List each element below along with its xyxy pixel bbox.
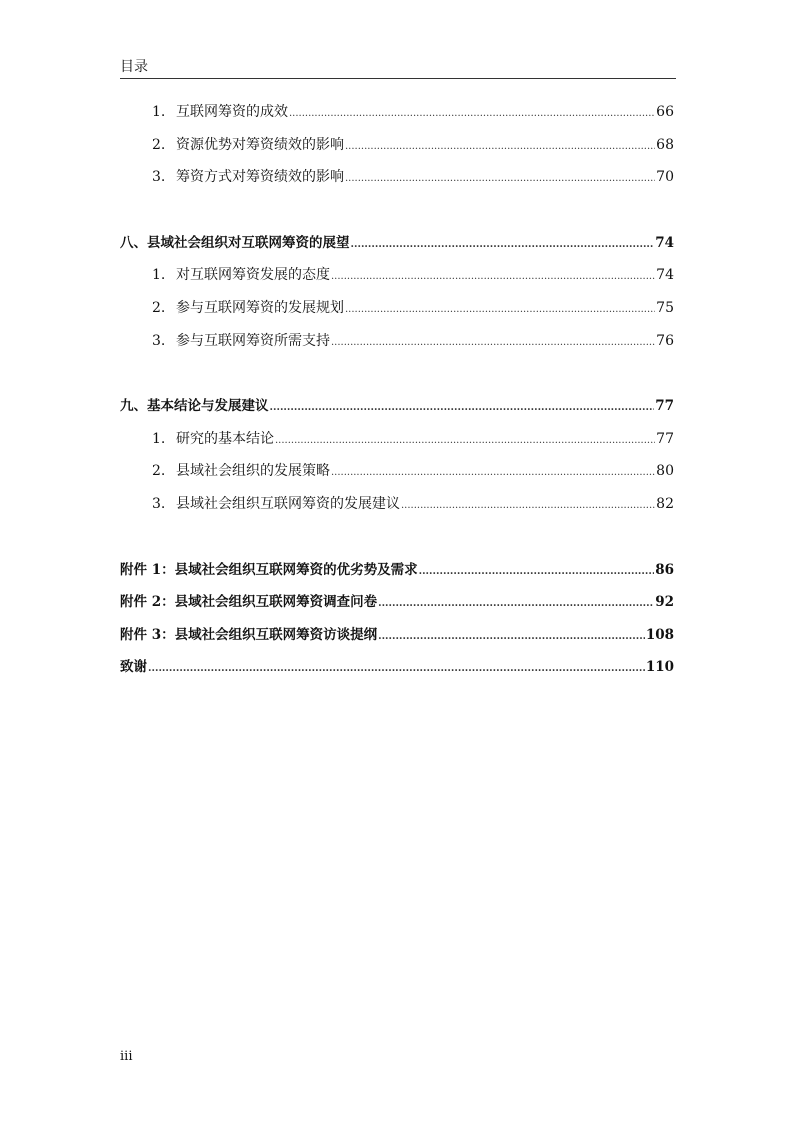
toc-section-8[interactable]	[120, 232, 674, 265]
dot-leader	[351, 234, 655, 256]
toc-entry-page: 75	[656, 299, 674, 316]
toc-entry-9-2[interactable]	[120, 460, 674, 493]
toc-appendix-page: 92	[655, 594, 674, 611]
toc-entry-label: 互联网筹资的成效	[176, 104, 288, 120]
toc-section-page: 77	[655, 398, 674, 415]
toc-entry-page: 82	[656, 495, 674, 512]
toc-section-9[interactable]	[120, 395, 674, 428]
toc-entry-8-2[interactable]	[120, 297, 674, 330]
dot-leader	[331, 462, 655, 484]
toc-appendix-page: 108	[645, 626, 674, 643]
dot-leader	[331, 332, 655, 354]
page-number: iii	[120, 1049, 133, 1064]
toc-appendix-2[interactable]	[120, 591, 674, 624]
toc-entry-label: 资源优势对筹资绩效的影响	[176, 136, 344, 153]
toc-entry-1[interactable]	[120, 101, 674, 134]
toc-entry-page: 68	[656, 136, 674, 153]
toc-entry-label: 参与互联网筹资所需支持	[176, 332, 330, 349]
toc-entry-number: 3.	[152, 169, 166, 186]
toc-ack-page: 110	[645, 659, 674, 676]
section-spacer	[120, 526, 674, 559]
dot-leader	[289, 103, 655, 125]
toc-ack-label: 致谢	[120, 659, 147, 676]
toc-entry-page: 77	[656, 430, 674, 447]
toc-entry-number: 2.	[152, 136, 166, 153]
toc-entry-2[interactable]	[120, 134, 674, 167]
toc-section-label: 九、基本结论与发展建议	[120, 398, 269, 415]
dot-leader	[331, 266, 655, 288]
toc-entry-number: 1.	[152, 267, 166, 284]
toc-entry-9-1[interactable]	[120, 428, 674, 461]
dot-leader	[378, 593, 654, 615]
section-spacer	[120, 199, 674, 232]
toc-entry-page: 74	[656, 267, 674, 284]
toc-entry-number: 1.	[152, 104, 166, 120]
toc-entry-page: 76	[656, 332, 674, 349]
toc-entry-label: 对互联网筹资发展的态度	[176, 267, 330, 284]
toc-entry-label: 筹资方式对筹资绩效的影响	[176, 169, 344, 186]
toc-entry-label: 参与互联网筹资的发展规划	[176, 299, 344, 316]
toc-entry-label: 县域社会组织互联网筹资的发展建议	[176, 495, 400, 512]
table-of-contents	[120, 101, 674, 689]
toc-entry-number: 3.	[152, 495, 166, 512]
toc-entry-number: 1.	[152, 430, 166, 447]
page-header	[120, 58, 676, 79]
toc-entry-page: 66	[656, 104, 674, 120]
toc-entry-label: 研究的基本结论	[176, 430, 274, 447]
toc-appendix-label: 附件 2：县域社会组织互联网筹资调查问卷	[120, 594, 378, 611]
toc-entry-3[interactable]	[120, 166, 674, 199]
toc-appendix-page: 86	[655, 561, 674, 578]
toc-appendix-label: 附件 3：县域社会组织互联网筹资访谈提纲	[120, 626, 378, 643]
toc-appendix-label: 附件 1：县域社会组织互联网筹资的优劣势及需求	[120, 561, 418, 578]
toc-appendix-3[interactable]	[120, 624, 674, 657]
dot-leader	[419, 561, 655, 583]
dot-leader	[148, 658, 645, 680]
dot-leader	[401, 495, 655, 517]
toc-entry-page: 80	[656, 463, 674, 480]
toc-section-page: 74	[655, 234, 674, 251]
toc-acknowledgements[interactable]	[120, 656, 674, 689]
toc-appendix-1[interactable]	[120, 559, 674, 592]
dot-leader	[275, 430, 655, 452]
toc-entry-page: 70	[656, 169, 674, 186]
section-spacer	[120, 362, 674, 395]
toc-entry-8-3[interactable]	[120, 330, 674, 363]
dot-leader	[270, 397, 655, 419]
toc-entry-number: 2.	[152, 463, 166, 480]
toc-section-label: 八、县域社会组织对互联网筹资的展望	[120, 234, 350, 251]
toc-entry-number: 2.	[152, 299, 166, 316]
dot-leader	[345, 136, 655, 158]
dot-leader	[378, 626, 645, 648]
header-title: 目录	[120, 59, 148, 75]
toc-entry-number: 3.	[152, 332, 166, 349]
toc-entry-8-1[interactable]	[120, 264, 674, 297]
dot-leader	[345, 168, 655, 190]
toc-entry-9-3[interactable]	[120, 493, 674, 526]
toc-entry-label: 县域社会组织的发展策略	[176, 463, 330, 480]
dot-leader	[345, 299, 655, 321]
